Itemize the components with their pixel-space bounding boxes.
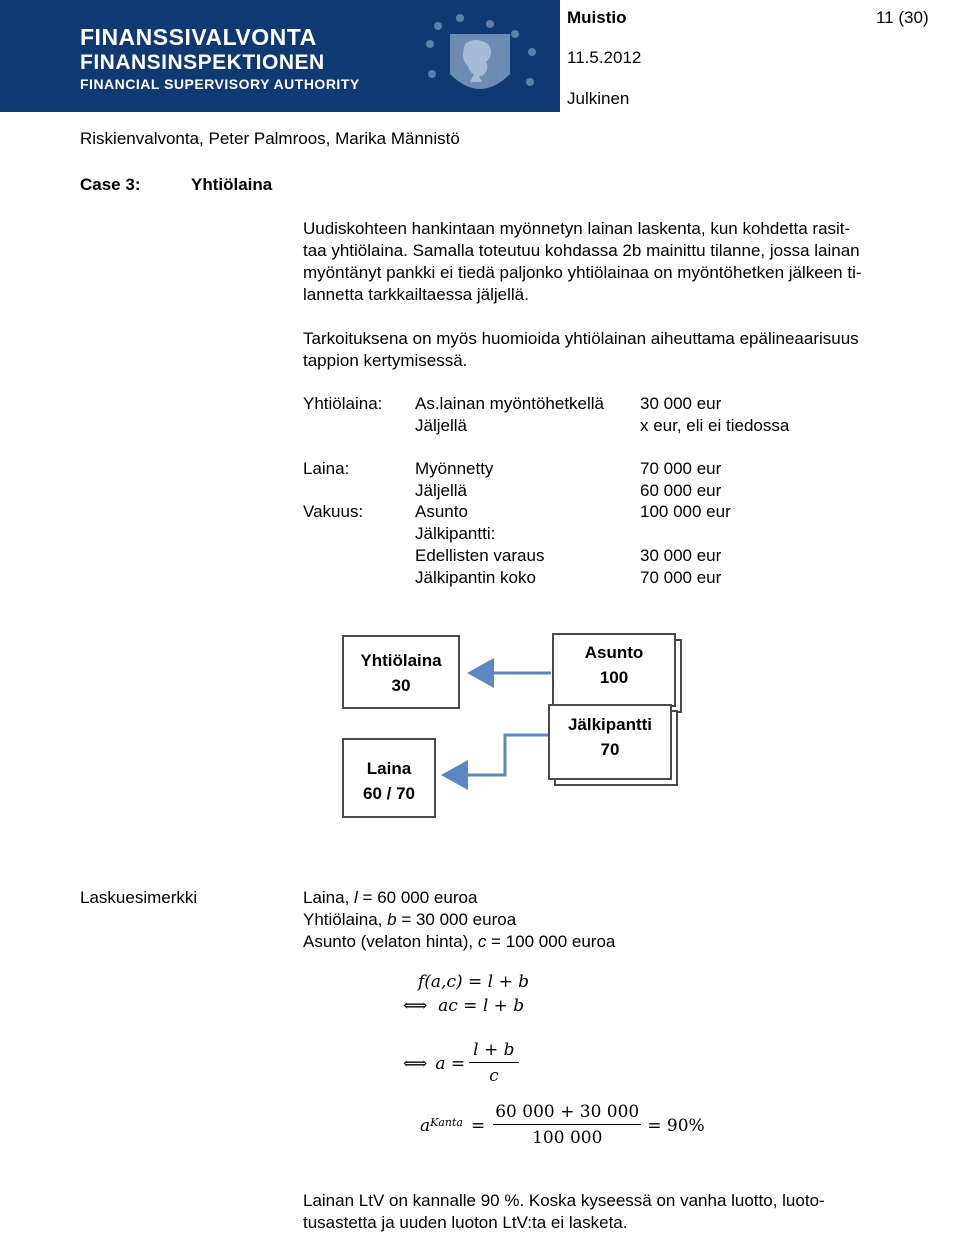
detail-value: 100 000 eur [640,502,731,521]
second-lien-title: Jälkipantti [567,715,653,734]
detail-item: Jäljellä [415,481,467,500]
detail-item: Jälkipantti: [415,524,496,543]
formula-1: f(a,c) = l + b [418,972,530,992]
formula-2: ⟺ ac = l + b [403,996,525,1016]
authority-logo [0,0,560,112]
company-loan-value: 30 [391,676,411,695]
document-date: 11.5.2012 [567,48,642,67]
formula-3: ⟺ a = $\frac{l + b}{c}$ [403,1038,519,1089]
example-line-apartment: Asunto (velaton hinta), c = 100 000 euroa [303,932,616,951]
page-number: 11 (30) [876,8,929,27]
authors-line: Riskienvalvonta, Peter Palmroos, Marika Männistö [80,129,460,148]
company-loan-title: Yhtiölaina [360,651,442,670]
conclusion-line: tusastetta ja uuden luoton LtV:ta ei lasketa. [303,1213,628,1232]
purpose-paragraph [303,328,859,372]
company-loan-details [303,393,853,439]
conclusion-line: Lainan LtV on kannalle 90 %. Koska kyseessä on vanha luotto, luoto- [303,1191,825,1210]
purpose-line: Tarkoituksena on myös huomioida yhtiölainan aiheuttama epälineaarisuus [303,329,859,348]
logo-line-1: FINANSSIVALVONTA [80,24,317,50]
detail-value: 60 000 eur [640,481,722,500]
loan-collateral-details [303,458,853,590]
apartment-box [552,633,676,707]
lion-emblem-icon [420,4,542,110]
intro-line: taa yhtiölaina. Samalla toteutuu kohdassa 2b mainittu tilanne, jossa lainan [303,241,860,260]
intro-line: lannetta tarkkailtaessa jäljellä. [303,285,529,304]
formula-3-fraction: $\frac{l + b}{c}$ [469,1038,518,1089]
detail-value: 30 000 eur [640,546,722,565]
apartment-title: Asunto [584,643,644,662]
intro-line: myöntänyt pankki ei tiedä paljonko yhtiölainaa on myöntöhetken jälkeen ti- [303,263,862,282]
second-lien-box [548,704,672,780]
logo-line-2: FINANSINSPEKTIONEN [80,51,325,74]
collateral-diagram [330,625,710,825]
arrow-second-lien-to-loan [444,735,548,775]
example-line-loan: Laina, l = 60 000 euroa [303,888,478,907]
intro-paragraph [303,218,862,306]
logo-line-3: FINANCIAL SUPERVISORY AUTHORITY [80,76,360,92]
document-type: Muistio [567,8,627,27]
detail-item: Edellisten varaus [415,546,545,565]
loan-value: 60 / 70 [363,784,415,803]
intro-line: Uudiskohteen hankintaan myönnetyn lainan laskenta, kun kohdetta rasit- [303,219,851,238]
detail-label: Vakuus: [303,502,364,521]
conclusion-paragraph [303,1190,825,1234]
purpose-line: tappion kertymisessä. [303,351,468,370]
apartment-value: 100 [599,668,629,687]
detail-item: Jäljellä [415,416,467,435]
formula-4: a $^{Kanta}$ = $\frac{60 000 + 30 000}{100 000}$ = 90% [420,1100,705,1151]
detail-value: x eur, eli ei tiedossa [640,416,790,435]
equivalence-icon: ⟺ [403,996,428,1016]
detail-value: 70 000 eur [640,568,722,587]
second-lien-value: 70 [600,740,620,759]
loan-title: Laina [366,759,412,778]
detail-item: Jälkipantin koko [415,568,536,587]
detail-label: Laina: [303,459,350,478]
case-title: Yhtiölaina [191,175,273,194]
classification: Julkinen [567,89,630,108]
equivalence-icon: ⟺ [403,1053,428,1074]
example-values [303,887,615,953]
example-heading: Laskuesimerkki [80,888,198,907]
detail-item: As.lainan myöntöhetkellä [415,394,605,413]
case-label: Case 3: [80,175,141,194]
example-line-company-loan: Yhtiölaina, b = 30 000 euroa [303,910,517,929]
detail-item: Myönnetty [415,459,494,478]
detail-value: 30 000 eur [640,394,722,413]
formula-4-fraction: $\frac{60 000 + 30 000}{100 000}$ [495,1102,640,1148]
detail-label: Yhtiölaina: [303,394,383,413]
detail-value: 70 000 eur [640,459,722,478]
detail-item: Asunto [415,502,468,521]
company-loan-box [342,635,460,709]
loan-box [342,738,436,818]
